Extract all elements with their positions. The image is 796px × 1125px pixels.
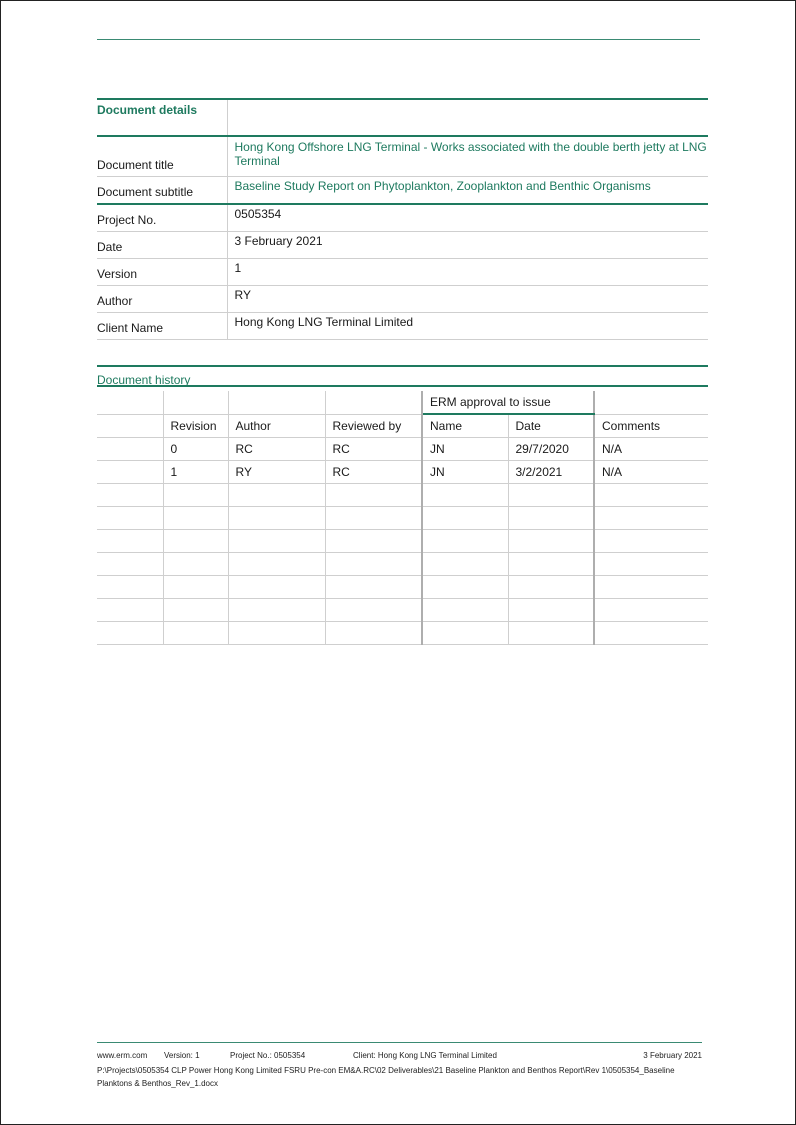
details-heading-row: [97, 99, 708, 136]
details-value-title: Hong Kong Offshore LNG Terminal - Works associated with the double berth jetty at LNG Terminal: [227, 136, 708, 177]
details-label-date: Date: [97, 232, 227, 259]
empty-row: [97, 506, 708, 529]
document-history-table: [97, 391, 708, 645]
col-header-author: Author: [228, 414, 325, 437]
history-cell: [228, 391, 325, 414]
cell-comments: N/A: [594, 437, 708, 460]
details-label-subtitle: Document subtitle: [97, 177, 227, 205]
empty-row: [97, 621, 708, 644]
history-cell: [97, 391, 163, 414]
page-footer: [97, 1051, 702, 1090]
footer-rule: [97, 1042, 702, 1043]
history-cell: [325, 391, 422, 414]
cell-name: JN: [422, 437, 508, 460]
col-header-comments: Comments: [594, 414, 708, 437]
footer-client: Client: Hong Kong LNG Terminal Limited: [353, 1051, 497, 1060]
empty-row: [97, 598, 708, 621]
footer-project: Project No.: 0505354: [230, 1051, 306, 1060]
cell-author: RC: [228, 437, 325, 460]
details-label-client: Client Name: [97, 313, 227, 340]
footer-version: Version: 1: [164, 1051, 200, 1060]
erm-approval-header: ERM approval to issue: [422, 391, 594, 414]
cell-date: 3/2/2021: [508, 460, 594, 483]
history-heading: Document history: [97, 373, 191, 387]
history-cell: [97, 460, 163, 483]
history-group-row: [97, 391, 708, 414]
col-header-name: Name: [422, 414, 508, 437]
history-heading-row: [97, 365, 708, 387]
details-row-date: [97, 232, 708, 259]
cell-comments: N/A: [594, 460, 708, 483]
header-rule: [97, 39, 700, 40]
footer-file-path: P:\Projects\0505354 CLP Power Hong Kong Limited FSRU Pre-con EM&A.RC\02 Deliverables\21 Baseline Plankton and Benthos Report\Rev 1\0505354_Baseline Planktons & Benthos_Rev_1.docx: [97, 1066, 675, 1088]
cell-revision: 1: [163, 460, 228, 483]
details-row-project: [97, 204, 708, 232]
details-value-date: 3 February 2021: [227, 232, 708, 259]
empty-row: [97, 552, 708, 575]
details-label-version: Version: [97, 259, 227, 286]
details-value-author: RY: [227, 286, 708, 313]
details-row-author: [97, 286, 708, 313]
empty-row: [97, 483, 708, 506]
history-cell: [594, 391, 708, 414]
col-header-date: Date: [508, 414, 594, 437]
document-details-table: [97, 98, 708, 340]
details-row-client: [97, 313, 708, 340]
history-cell: [97, 414, 163, 437]
details-heading-blank: [227, 99, 708, 136]
details-row-version: [97, 259, 708, 286]
cell-name: JN: [422, 460, 508, 483]
history-cell: [163, 391, 228, 414]
details-row-title: [97, 136, 708, 177]
cell-date: 29/7/2020: [508, 437, 594, 460]
cell-reviewed-by: RC: [325, 460, 422, 483]
empty-row: [97, 529, 708, 552]
table-row: [97, 460, 708, 483]
details-heading: Document details: [97, 99, 227, 136]
col-header-revision: Revision: [163, 414, 228, 437]
cell-reviewed-by: RC: [325, 437, 422, 460]
details-label-author: Author: [97, 286, 227, 313]
footer-website: www.erm.com: [97, 1051, 148, 1060]
details-value-client: Hong Kong LNG Terminal Limited: [227, 313, 708, 340]
details-value-project: 0505354: [227, 204, 708, 232]
history-cell: [97, 437, 163, 460]
details-label-project: Project No.: [97, 204, 227, 232]
details-row-subtitle: [97, 177, 708, 205]
details-value-version: 1: [227, 259, 708, 286]
details-label-title: Document title: [97, 136, 227, 177]
history-header-row: [97, 414, 708, 437]
details-value-subtitle: Baseline Study Report on Phytoplankton, Zooplankton and Benthic Organisms: [227, 177, 708, 205]
cell-author: RY: [228, 460, 325, 483]
empty-row: [97, 575, 708, 598]
table-row: [97, 437, 708, 460]
footer-date: 3 February 2021: [643, 1051, 702, 1060]
col-header-reviewed-by: Reviewed by: [325, 414, 422, 437]
cell-revision: 0: [163, 437, 228, 460]
